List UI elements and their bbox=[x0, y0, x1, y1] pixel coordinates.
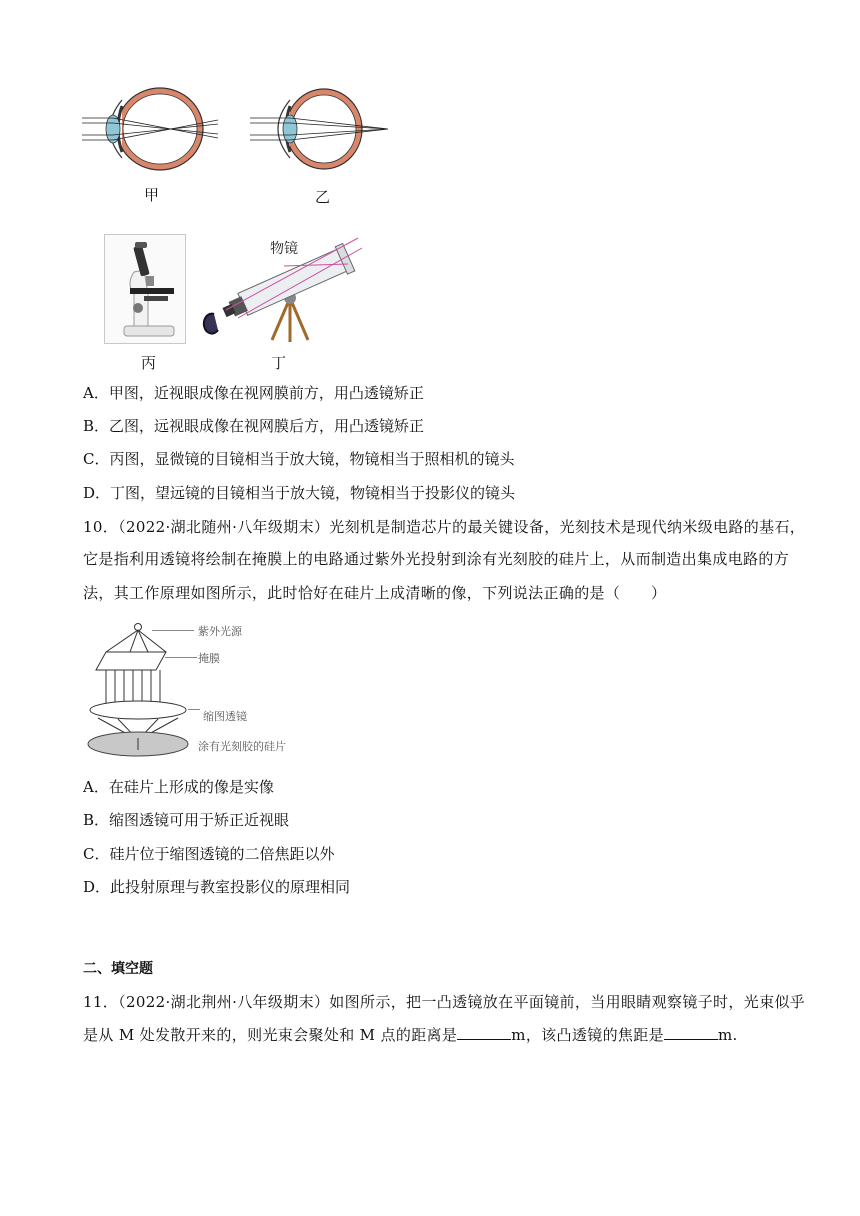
q11-text-part3: m. bbox=[717, 1026, 738, 1044]
q9-option-d: D．丁图，望远镜的目镜相当于放大镜，物镜相当于投影仪的镜头 bbox=[83, 484, 516, 502]
label-wafer: 涂有光刻胶的硅片 bbox=[198, 740, 286, 753]
leader-line-lens bbox=[188, 709, 200, 710]
q9-option-c: C．丙图，显微镜的目镜相当于放大镜，物镜相当于照相机的镜头 bbox=[83, 450, 515, 468]
eye-diagram-a bbox=[78, 82, 228, 178]
q9-option-a: A．甲图，近视眼成像在视网膜前方，用凸透镜矫正 bbox=[83, 384, 424, 402]
eye-b-label: 乙 bbox=[315, 188, 331, 206]
q11-text-part1: 是从 M 处发散开来的，则光束会聚处和 M 点的距离是 bbox=[83, 1026, 458, 1044]
q10-option-b: B．缩图透镜可用于矫正近视眼 bbox=[83, 811, 290, 829]
eye-diagram-b bbox=[246, 82, 396, 178]
label-mask: 掩膜 bbox=[198, 652, 220, 665]
q11-stem-line1: 11．（2022·湖北荆州·八年级期末）如图所示，把一凸透镜放在平面镜前，当用眼睛观察镜子时，光束似乎 bbox=[83, 993, 806, 1011]
eye-a-label: 甲 bbox=[144, 186, 160, 204]
section-title: 二、填空题 bbox=[83, 961, 153, 977]
label-reduction-lens: 缩图透镜 bbox=[203, 710, 247, 723]
telescope-label: 丁 bbox=[271, 354, 287, 372]
q10-stem-line1: 10．（2022·湖北随州·八年级期末）光刻机是制造芯片的最关键设备，光刻技术是现代纳米级电路的基石， bbox=[83, 518, 806, 536]
q10-option-c: C．硅片位于缩图透镜的二倍焦距以外 bbox=[83, 845, 335, 863]
q10-option-a: A．在硅片上形成的像是实像 bbox=[83, 778, 274, 796]
leader-line-mask bbox=[165, 657, 197, 658]
q9-option-b: B．乙图，远视眼成像在视网膜后方，用凸透镜矫正 bbox=[83, 417, 425, 435]
objective-label: 物镜 bbox=[270, 241, 298, 257]
label-uv-source: 紫外光源 bbox=[198, 625, 242, 638]
answer-blank-2[interactable] bbox=[664, 1025, 718, 1040]
lithography-diagram bbox=[84, 618, 194, 764]
leader-line-source bbox=[152, 630, 194, 631]
q11-text-part2: m，该凸透镜的焦距是 bbox=[511, 1026, 664, 1044]
q10-stem-line3: 法，其工作原理如图所示，此时恰好在硅片上成清晰的像，下列说法正确的是（ ） bbox=[83, 584, 667, 602]
microscope-label: 丙 bbox=[141, 354, 157, 372]
answer-blank-1[interactable] bbox=[457, 1025, 511, 1040]
microscope-image bbox=[104, 234, 186, 344]
q10-stem-line2: 它是指利用透镜将绘制在掩膜上的电路通过紫外光投射到涂有光刻胶的硅片上，从而制造出集成电路的方 bbox=[83, 550, 790, 568]
q10-option-d: D．此投射原理与教室投影仪的原理相同 bbox=[83, 878, 351, 896]
q11-stem-line2 bbox=[83, 1025, 738, 1045]
